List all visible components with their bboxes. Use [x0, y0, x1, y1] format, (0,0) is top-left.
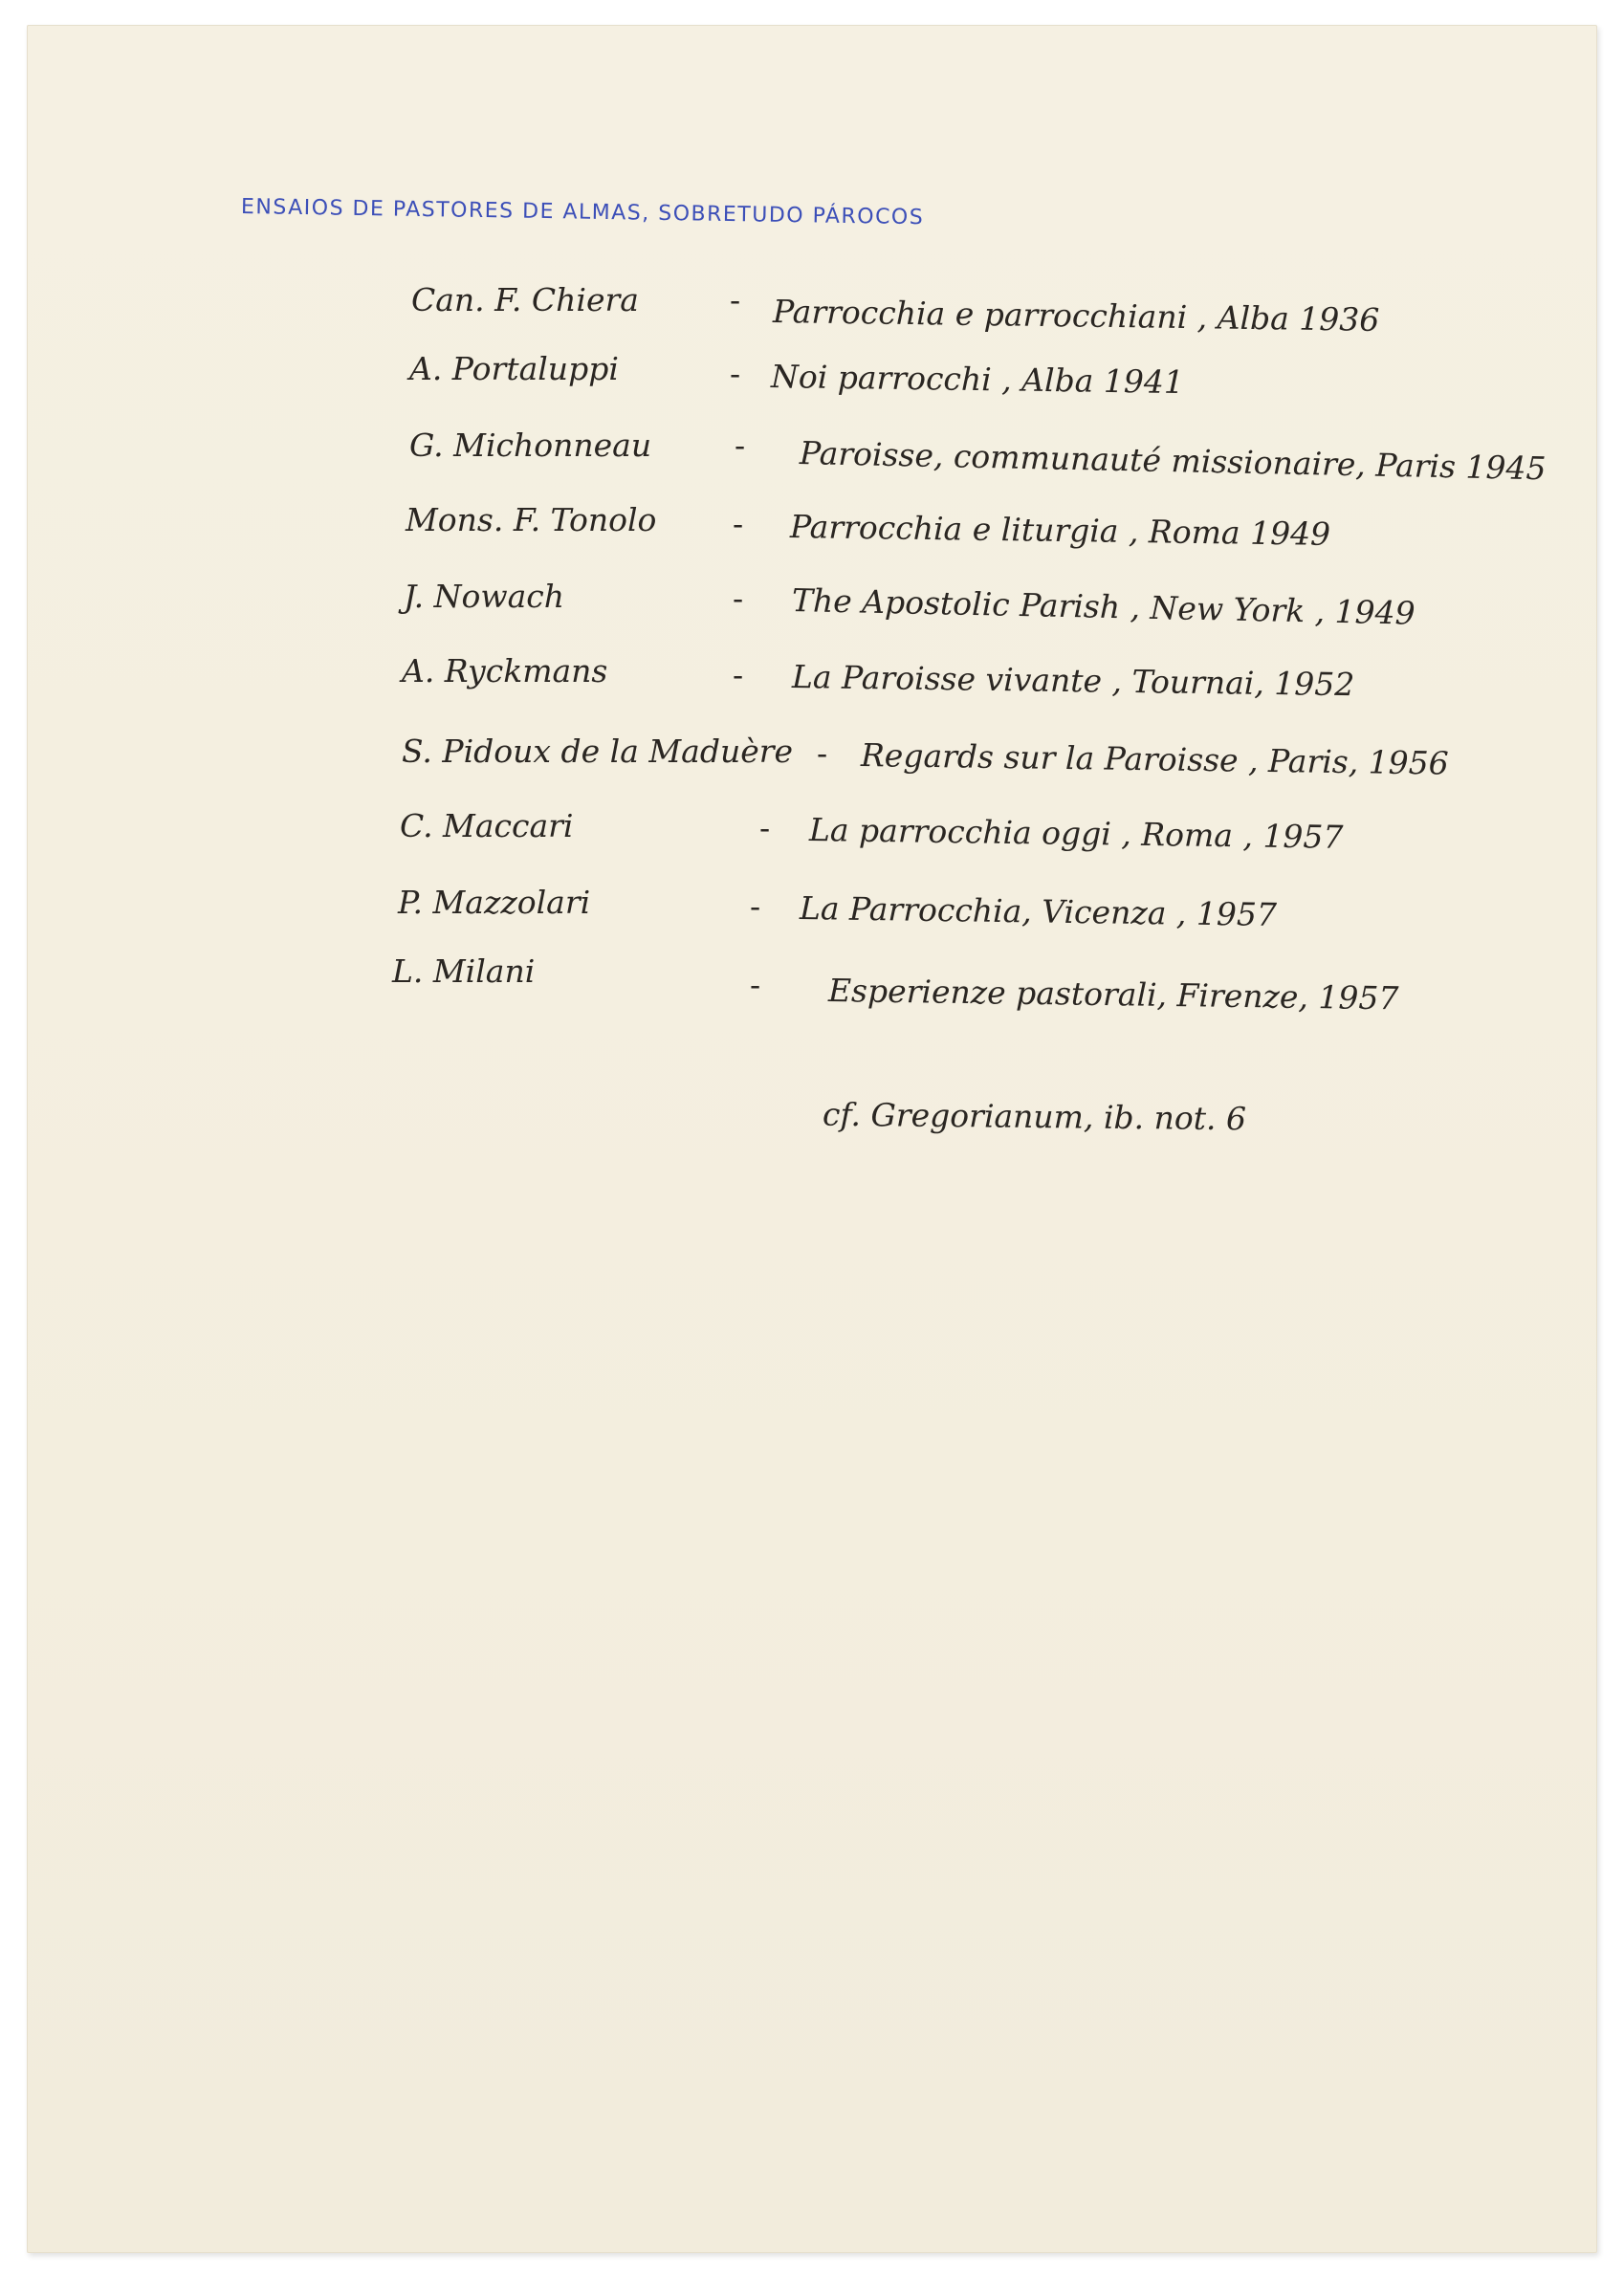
- entry-title: La parrocchia oggi , Roma , 1957: [808, 811, 1344, 856]
- entry-dash: -: [730, 281, 741, 318]
- entry-title: La Paroisse vivante , Tournai, 1952: [791, 658, 1355, 704]
- entry-author: P. Mazzolari: [398, 884, 591, 921]
- document-heading: ENSAIOS DE PASTORES DE ALMAS, SOBRETUDO PÁROCOS: [240, 195, 925, 230]
- entry-title: Noi parrocchi , Alba 1941: [770, 358, 1185, 402]
- entry-title: Parrocchia e parrocchiani , Alba 1936: [772, 293, 1380, 339]
- entry-dash: -: [750, 887, 761, 925]
- reference-note: cf. Gregorianum, ib. not. 6: [822, 1095, 1247, 1138]
- entry-title: Esperienze pastorali, Firenze, 1957: [827, 972, 1399, 1018]
- entry-author: J. Nowach: [404, 578, 565, 615]
- entry-author: A. Ryckmans: [402, 652, 608, 689]
- paper-sheet: [27, 25, 1597, 2253]
- entry-dash: -: [733, 580, 744, 617]
- bleed-through-text: [218, 1239, 227, 1266]
- entry-title: La Parrocchia, Vicenza , 1957: [799, 889, 1278, 933]
- entry-author: Can. F. Chiera: [411, 281, 639, 318]
- entry-dash: -: [735, 427, 746, 464]
- entry-title: Regards sur la Paroisse , Paris, 1956: [860, 736, 1449, 782]
- entry-title: Parrocchia e liturgia , Roma 1949: [789, 508, 1331, 553]
- entry-dash: -: [759, 809, 771, 846]
- entry-author: G. Michonneau: [409, 427, 652, 464]
- entry-dash: -: [733, 656, 744, 693]
- entry-dash: -: [733, 505, 744, 542]
- entry-author: A. Portaluppi: [409, 350, 619, 387]
- entry-dash: -: [750, 966, 761, 1003]
- entry-author: Mons. F. Tonolo: [406, 501, 657, 538]
- entry-author: C. Maccari: [400, 807, 574, 844]
- entry-dash: -: [817, 734, 828, 772]
- entry-title: The Apostolic Parish , New York , 1949: [791, 581, 1416, 632]
- entry-author: L. Milani: [392, 952, 536, 990]
- entry-author: S. Pidoux de la Maduère: [402, 733, 794, 770]
- entry-dash: -: [730, 355, 741, 392]
- entry-title: Paroisse, communauté missionaire, Paris 1945: [799, 434, 1547, 488]
